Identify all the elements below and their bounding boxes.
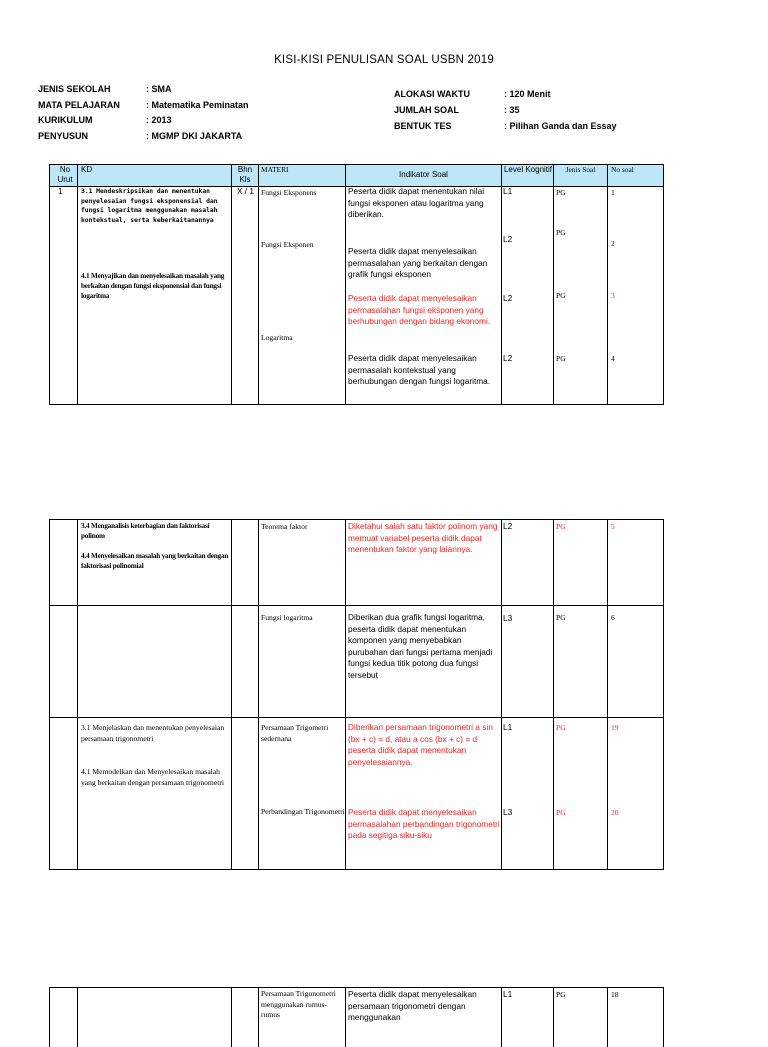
meta-value-penyusun: : MGMP DKI JAKARTA [146, 131, 243, 141]
jenis-cell: PG [556, 228, 566, 237]
jenis-cell: PG [556, 354, 566, 363]
level-cell: L2 [503, 353, 513, 363]
materi-cell: Fungsi Eksponens [261, 188, 317, 197]
meta-label-alokasi-waktu: ALOKASI WAKTU [394, 89, 470, 99]
level-cell: L1 [503, 989, 513, 999]
jenis-cell: PG [556, 291, 566, 300]
meta-right [394, 89, 694, 139]
materi-cell: Perbandingan Trigonometri [261, 807, 345, 816]
level-cell: L3 [503, 613, 513, 623]
meta-value-mata-pelajaran: : Matematika Peminatan [146, 100, 249, 110]
jenis-cell: PG [556, 990, 566, 999]
indikator-cell: Peserta didik dapat menyelesaikan persamaan trigonometri dengan menggunakan [348, 989, 477, 1022]
jenis-cell: PG [556, 188, 566, 197]
materi-cell: Logaritma [261, 333, 293, 342]
no-soal-cell: 6 [611, 613, 615, 622]
materi-cell: Fungsi Eksponen [261, 240, 314, 249]
jenis-cell: PG [556, 522, 566, 531]
no-soal-cell: 5 [611, 522, 615, 531]
header-no-soal: No soal [611, 165, 634, 174]
indikator-cell: Peserta didik dapat menyelesaikan permasalahan yang berkaitan dengan grafik fungsi eksponen [348, 246, 488, 279]
header-no-urut: No Urut [57, 165, 73, 184]
kisi-kisi-table-2 [49, 519, 664, 870]
kisi-kisi-table-3 [49, 987, 664, 1047]
meta-value-jenis-sekolah: : SMA [146, 84, 172, 94]
meta-label-jenis-sekolah: JENIS SEKOLAH [38, 84, 111, 94]
no-soal-cell: 1 [611, 188, 615, 197]
level-cell: L1 [503, 722, 513, 732]
materi-cell: Persamaan Trigonometri menggunakan rumus-rumus [261, 989, 336, 1019]
header-kd: KD [81, 165, 93, 174]
row-no-urut: 1 [58, 186, 63, 196]
kd-text-4-1-trig: 4.1 Memodelkan dan Menyelesaikan masalah yang berkaitan dengan persamaan trigonometri [81, 767, 224, 787]
level-cell: L3 [503, 807, 513, 817]
meta-label-kurikulum: KURIKULUM [38, 115, 93, 125]
materi-cell: Fungsi logaritma [261, 613, 313, 622]
kd-text-4-1: 4.1 Menyajikan dan menyelesaikan masalah yang berkaitan dengan fungsi eksponensial dan fungsi logaritma [81, 272, 225, 300]
bhn-kls-value: X / 1 [236, 186, 255, 196]
no-soal-cell: 20 [611, 808, 619, 817]
level-cell: L1 [503, 186, 513, 196]
meta-value-jumlah-soal: : 35 [504, 105, 520, 115]
meta-value-alokasi-waktu: : 120 Menit [504, 89, 551, 99]
indikator-cell: Peserta didik dapat menyelesaikan permasalahan fungsi eksponen yang berhubungan dengan bidang ekonomi. [348, 293, 491, 326]
no-soal-cell: 18 [611, 990, 619, 999]
header-bhn-kls: Bhn Kls [237, 165, 253, 184]
indikator-cell: Peserta didik dapat menyelesaikan permasalah kontekstual yang berhubungan dengan fungsi logaritma. [348, 353, 491, 386]
meta-label-mata-pelajaran: MATA PELAJARAN [38, 100, 120, 110]
level-cell: L2 [503, 234, 513, 244]
no-soal-cell: 19 [611, 723, 619, 732]
indikator-cell: Peserta didik dapat menyelesaikan permasalahan perbandingan trigonometri pada segitiga siku-siku [348, 807, 500, 840]
indikator-cell: Diberikan persamaan trigonometri a sin (bx + c) = d, atau a cos (bx + c) = d peserta didik dapat menentukan penyelesaiannya. [348, 722, 493, 767]
kd-text-3-1: 3.1 Mendeskripsikan dan menentukan penyelesaian fungsi eksponensial dan fungsi logaritma menggunakan masalah kontekstual, serta keberkaitanannya [81, 188, 218, 224]
indikator-cell: Diketahui salah satu faktor polinom yang memuat variabel peserta didik dapat menentukan faktor yang laiannya. [348, 521, 498, 554]
jenis-cell: PG [556, 723, 566, 732]
meta-label-jumlah-soal: JUMLAH SOAL [394, 105, 459, 115]
jenis-cell: PG [556, 613, 566, 622]
materi-cell: Persamaan Trigometri sedernana [261, 723, 329, 743]
meta-label-bentuk-tes: BENTUK TES [394, 121, 452, 131]
kd-text-4-4: 4.4 Menyelesaikan masalah yang berkaitan dengan faktorisasi polinomial [81, 552, 229, 570]
level-cell: L2 [503, 293, 513, 303]
meta-value-kurikulum: : 2013 [146, 115, 172, 125]
meta-left [38, 84, 338, 144]
no-soal-cell: 3 [611, 291, 615, 300]
materi-cell: Teorema faktor [261, 522, 308, 531]
header-materi: MATERI [261, 165, 289, 174]
kisi-kisi-table-1 [49, 164, 664, 405]
indikator-cell: Peserta didik dapat menentukan nilai fungsi eksponen atau logaritma yang diberikan. [348, 186, 485, 219]
header-jenis: Jenis Soal [565, 165, 596, 174]
kd-text-3-1-trig: 3.1 Menjelaskan dan menentukan penyelesaian persamaan trigonometri [81, 723, 225, 743]
kd-text-3-4: 3.4 Menganalisis keterbagian dan faktorisasi polinom [81, 522, 210, 540]
meta-label-penyusun: PENYUSUN [38, 131, 89, 141]
meta-value-bentuk-tes: : Pilihan Ganda dan Essay [504, 121, 617, 131]
no-soal-cell: 2 [611, 239, 615, 248]
header-indikator: Indikator Soal [399, 170, 448, 179]
indikator-cell: Diberikan dua grafik fungsi logaritma, peserta didik dapat menentukan komponen yang menyebabkan purubahan dari fungsi pertama menjadi fungsi kedua titik potong dua fungsi tersebut [348, 612, 493, 680]
no-soal-cell: 4 [611, 354, 615, 363]
jenis-cell: PG [556, 808, 566, 817]
document-title: KISI-KISI PENULISAN SOAL USBN 2019 [274, 54, 494, 66]
level-cell: L2 [503, 521, 513, 531]
header-level: Level Kognitif [503, 165, 553, 174]
